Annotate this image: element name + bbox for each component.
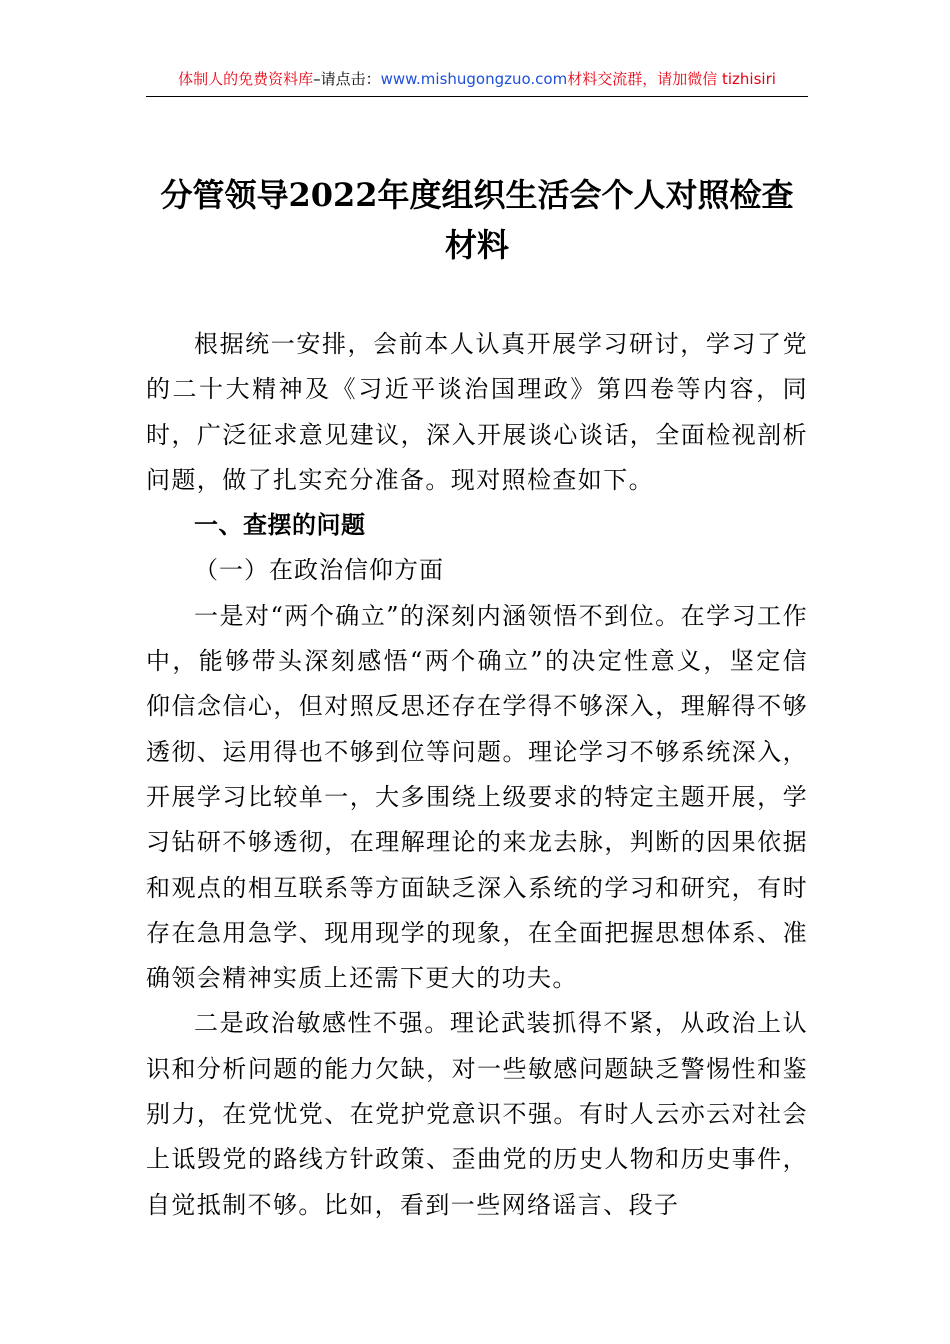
point-paragraph-1: 一是对“两个确立”的深刻内涵领悟不到位。在学习工作中，能够带头深刻感悟“两个确立”的决定性意义，坚定信仰信念信心，但对照反思还存在学得不够深入，理解得不够透彻、运用得也不够到位等问题。理论学习不够系统深入，开展学习比较单一，大多围绕上级要求的特定主题开展，学习钻研不够透彻，在理解理论的来龙去脉，判断的因果依据和观点的相互联系等方面缺乏深入系统的学习和研究，有时存在急用急学、现用现学的现象，在全面把握思想体系、准确领会精神实质上还需下更大的功夫。	[146, 601, 808, 993]
header-site-name: 体制人的免费资料库	[178, 70, 314, 88]
page-header	[146, 66, 808, 97]
header-contact: 材料交流群，请加微信 tizhisiri	[567, 70, 776, 88]
document-title: 分管领导2022年度组织生活会个人对照检查材料	[160, 176, 794, 264]
header-prompt: –请点击：	[313, 70, 381, 88]
subsection-heading: （一）在政治信仰方面	[194, 556, 444, 585]
intro-paragraph: 根据统一安排，会前本人认真开展学习研讨，学习了党的二十大精神及《习近平谈治国理政》第四卷等内容，同时，广泛征求意见建议，深入开展谈心谈话，全面检视剖析问题，做了扎实充分准备。现对照检查如下。	[146, 330, 808, 494]
document-body	[146, 322, 808, 1228]
section-heading: 一、查摆的问题	[194, 511, 366, 540]
point-paragraph-2: 二是政治敏感性不强。理论武装抓得不紧，从政治上认识和分析问题的能力欠缺，对一些敏感问题缺乏警惕性和鉴别力，在党忧党、在党护党意识不强。有时人云亦云对社会上诋毁党的路线方针政策、歪曲党的历史人物和历史事件，自觉抵制不够。比如，看到一些网络谣言、段子	[146, 1009, 808, 1219]
header-url-link[interactable]: www.mishugongzuo.com	[380, 70, 568, 88]
